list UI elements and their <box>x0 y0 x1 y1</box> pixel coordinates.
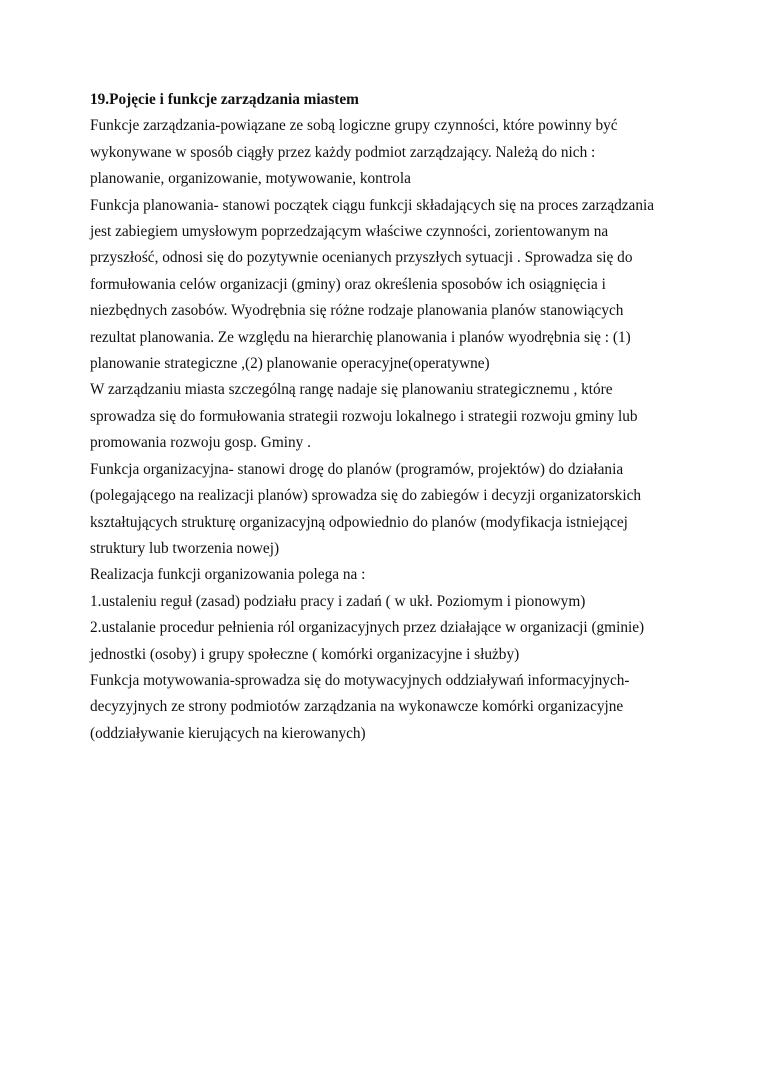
text-line: formułowania celów organizacji (gminy) oraz określenia sposobów ich osiągnięcia i <box>90 275 606 293</box>
text-line: 2.ustalanie procedur pełnienia ról organizacyjnych przez działające w organizacji (gminie) <box>90 619 645 637</box>
text-line: wykonywane w sposób ciągły przez każdy podmiot zarządzający. Należą do nich : <box>90 143 596 161</box>
text-line: kształtujących strukturę organizacyjną odpowiednio do planów (modyfikacja istniejącej <box>90 513 628 531</box>
text-line: planowanie, organizowanie, motywowanie, kontrola <box>90 170 411 188</box>
document-page <box>90 89 710 749</box>
text-line: jednostki (osoby) i grupy społeczne ( komórki organizacyjne i służby) <box>90 645 520 663</box>
text-line: sprowadza się do formułowania strategii rozwoju lokalnego i strategii rozwoju gminy lub <box>90 407 638 425</box>
text-line: promowania rozwoju gosp. Gminy . <box>90 434 311 452</box>
text-line: Realizacja funkcji organizowania polega na : <box>90 566 366 584</box>
section-title: 19.Pojęcie i funkcje zarządzania miastem <box>90 91 359 108</box>
text-line: Funkcja organizacyjna- stanowi drogę do planów (programów, projektów) do działania <box>90 460 624 478</box>
text-line: (oddziaływanie kierujących na kierowanych) <box>90 724 366 742</box>
text-line: (polegającego na realizacji planów) sprowadza się do zabiegów i decyzji organizatorskich <box>90 487 642 505</box>
text-line: niezbędnych zasobów. Wyodrębnia się różne rodzaje planowania planów stanowiących <box>90 302 624 320</box>
text-line: W zarządzaniu miasta szczególną rangę nadaje się planowaniu strategicznemu , które <box>90 381 613 399</box>
text-line: Funkcja planowania- stanowi początek ciągu funkcji składających się na proces zarządzania <box>90 196 655 214</box>
text-line: struktury lub tworzenia nowej) <box>90 539 280 557</box>
text-line: Funkcja motywowania-sprowadza się do motywacyjnych oddziaływań informacyjnych- <box>90 671 630 689</box>
document-body <box>90 115 710 749</box>
text-line: przyszłość, odnosi się do pozytywnie ocenianych przyszłych sytuacji . Sprowadza się do <box>90 249 633 267</box>
text-line: decyzyjnych ze strony podmiotów zarządzania na wykonawcze komórki organizacyjne <box>90 698 624 716</box>
text-line: jest zabiegiem umysłowym poprzedzającym właściwe czynności, zorientowanym na <box>90 223 609 241</box>
text-line: Funkcje zarządzania-powiązane ze sobą logiczne grupy czynności, które powinny być <box>90 117 618 135</box>
text-line: rezultat planowania. Ze względu na hierarchię planowania i planów wyodrębnia się : (1) <box>90 328 631 346</box>
text-line: 1.ustaleniu reguł (zasad) podziału pracy i zadań ( w ukł. Poziomym i pionowym) <box>90 592 586 610</box>
text-line: planowanie strategiczne ,(2) planowanie operacyjne(operatywne) <box>90 355 490 373</box>
